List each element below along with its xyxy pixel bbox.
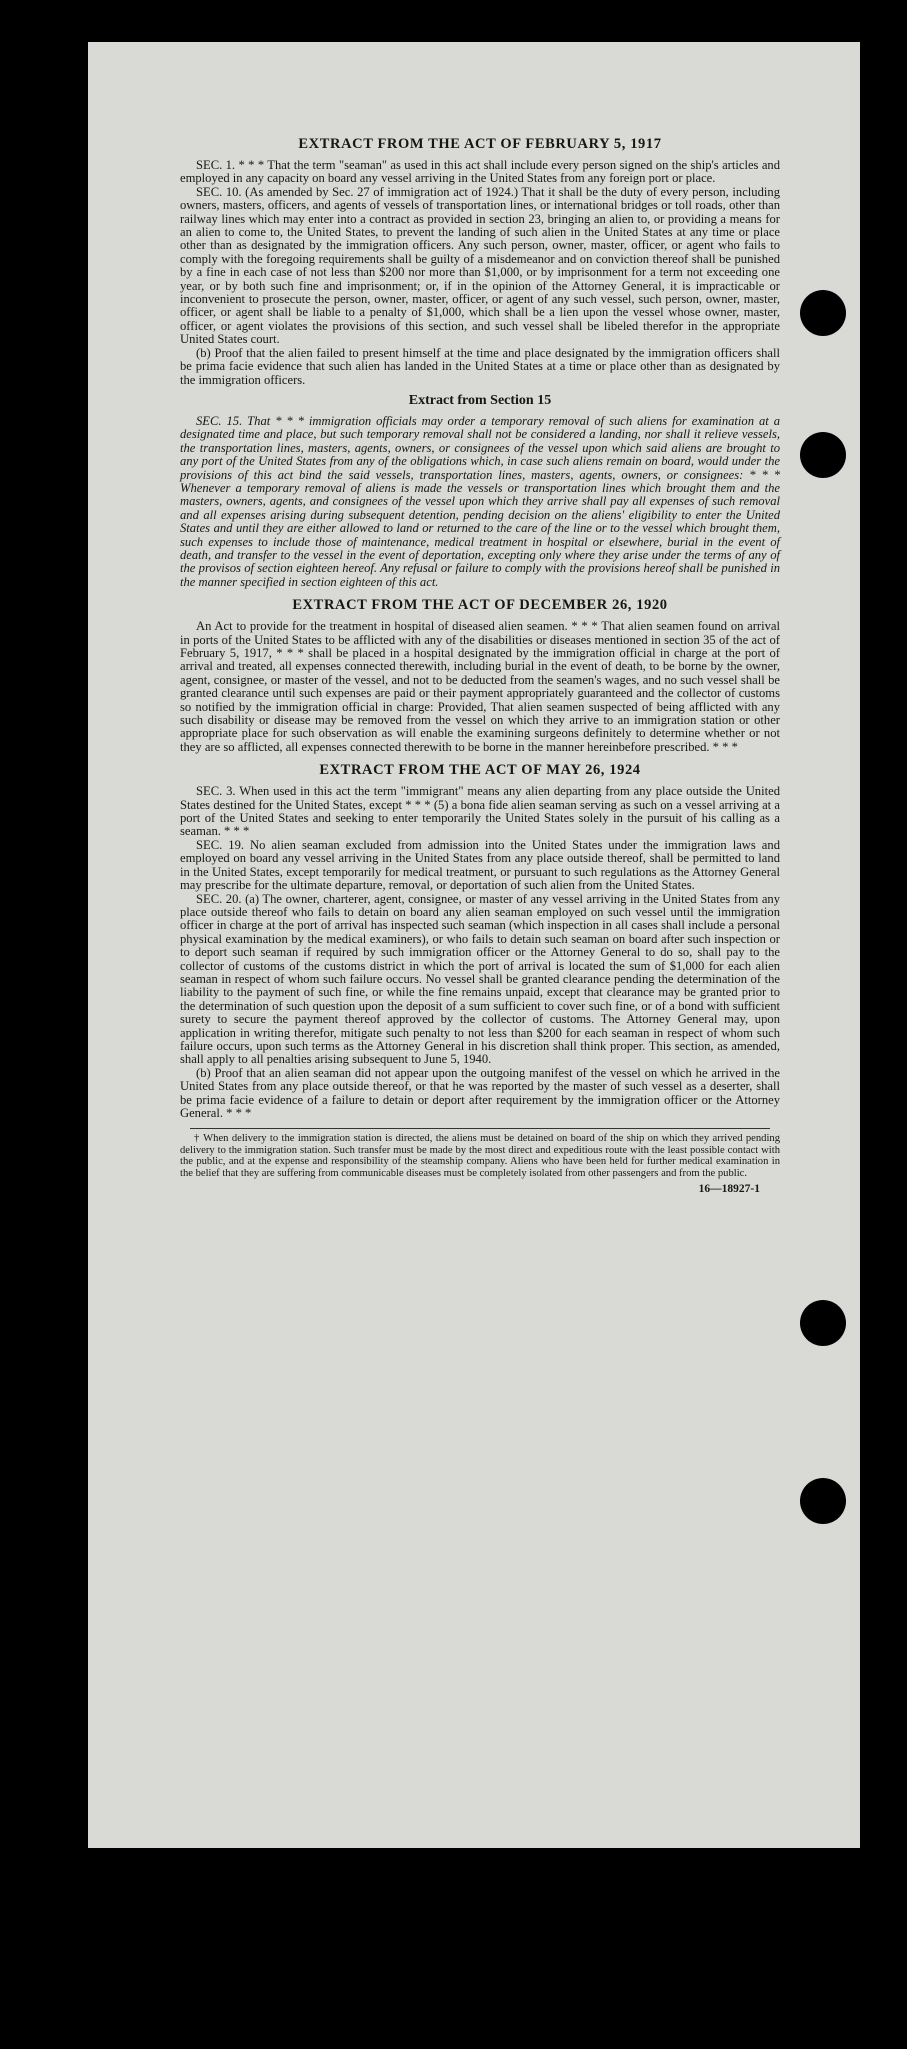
- paragraph: SEC. 3. When used in this act the term "immigrant" means any alien departing from any place outside the United States destined for the United States, except * * * (5) a bona fide alien seaman serving as such on a vessel arriving at a port of the United States and seeking to enter temporarily the United States solely in the pursuit of his calling as a seaman. * * *: [180, 784, 780, 839]
- section-heading: EXTRACT FROM THE ACT OF MAY 26, 1924: [319, 762, 641, 779]
- section-act-1924: [180, 762, 780, 1120]
- footnote-text: † When delivery to the immigration station is directed, the aliens must be detained on board of the ship on which they arrived pending delivery to the immigration station. Such transfer must be made by the most direct and expeditious route with the least possible contact with the public, and at the expense and responsibility of the steamship company. Aliens who have been held for further medical examination in the belief that they are suffering from communicable diseases must be completely isolated from other passengers and from the public.: [180, 1133, 780, 1179]
- form-number: 16—18927-1: [698, 1183, 760, 1196]
- paragraph: SEC. 15. That * * * immigration officials may order a temporary removal of such aliens for examination at a designated time and place, but such temporary removal shall not be considered a landing, nor shall it relieve vessels, the transportation lines, masters, agents, owners, or consignees of the vessel upon which said aliens are brought to any port of the United States from any of the obligations which, in case such aliens remain on board, would under the provisions of this act bind the said vessels, transportation lines, masters, agents, owners, or consignees: * * * Whenever a temporary removal of aliens is made the vessels or transportation lines which brought them and the masters, owners, agents, and consignees of the vessel upon which they arrive shall pay all expenses of such removal and all expenses arising during subsequent detention, pending decision on the aliens' eligibility to enter the United States and until they are either allowed to land or returned to the care of the line or to the vessel which brought them, such expenses to include those of maintenance, medical treatment in hospital or elsewhere, burial in the event of death, and transfer to the vessel in the event of deportation, excepting only where they arise under the terms of any of the provisos of section eighteen hereof. Any refusal or failure to comply with the provisions hereof shall be punished in the manner specified in section eighteen of this act.: [180, 413, 780, 589]
- footnote: [180, 1133, 780, 1179]
- section-heading: EXTRACT FROM THE ACT OF DECEMBER 26, 1920: [292, 597, 668, 614]
- punch-hole: [800, 1478, 846, 1524]
- section-heading: Extract from Section 15: [408, 392, 552, 408]
- punch-hole: [800, 432, 846, 478]
- paragraph: (b) Proof that the alien failed to present himself at the time and place designated by the immigration officers shall be prima facie evidence that such alien has landed in the United States at a time or place other than as designated by the immigration officers.: [180, 345, 780, 387]
- section-heading: EXTRACT FROM THE ACT OF FEBRUARY 5, 1917: [298, 136, 662, 152]
- punch-hole: [800, 1300, 846, 1346]
- document-page: [88, 42, 860, 1848]
- paragraph: (b) Proof that an alien seaman did not appear upon the outgoing manifest of the vessel on which he arrived in the United States from any place outside thereof, or that he was reported by the master of such vessel as a deserter, shall be prima facie evidence of a failure to detain or deport after requirement by the immigration officer or the Attorney General. * * *: [180, 1065, 780, 1120]
- paragraph: SEC. 10. (As amended by Sec. 27 of immigration act of 1924.) That it shall be the duty of every person, including owners, masters, officers, and agents of vessels of transportation lines, or international bridges or toll roads, other than railway lines which may enter into a contract as provided in section 23, bringing an alien to, or providing a means for an alien to come to, the United States, to prevent the landing of such alien in the United States at any time or place other than as designated by the immigration officers. Any such person, owner, master, officer, or agent who fails to comply with the foregoing requirements shall be guilty of a misdemeanor and on conviction thereof shall be punished by a fine in each case of not less than $200 nor more than $1,000, or by imprisonment for a term not exceeding one year, or by both such fine and imprisonment; or, if in the opinion of the Attorney General, it is impracticable or inconvenient to prosecute the person, owner, master, officer, or agent of any such vessel, such person, owner, master, officer, or agent shall be liable to a penalty of $1,000, which shall be a lien upon the vessel whose owner, master, officer, or agent violates the provisions of this section, and such vessel shall be libeled therefor in the appropriate United States court.: [180, 184, 780, 347]
- section-act-1920: [180, 597, 780, 754]
- paragraph: SEC. 1. * * * That the term "seaman" as used in this act shall include every person signed on the ship's articles and employed in any capacity on board any vessel arriving in the United States from any foreign port or place.: [180, 158, 780, 186]
- footnote-divider: [190, 1128, 770, 1129]
- punch-hole: [800, 290, 846, 336]
- paragraph: SEC. 20. (a) The owner, charterer, agent, consignee, or master of any vessel arriving in the United States from any place outside thereof who fails to detain on board any alien seaman employed on such vessel until the immigration officer in charge at the port of arrival has inspected such seaman (which inspection in all cases shall include a personal physical examination by the medical examiners), or who fails to detain such seaman on board after such inspection or to deport such seaman if required by such immigration officer or the Attorney General to do so, shall pay to the collector of customs of the customs district in which the port of arrival is located the sum of $1,000 for each alien seaman in respect of whom such failure occurs. No vessel shall be granted clearance pending the determination of the liability to the payment of such fine, or while the fine remains unpaid, except that clearance may be granted prior to the determination of such question upon the deposit of a sum sufficient to cover such fine, or of a bond with sufficient surety to secure the payment thereof approved by the collector of customs. The Attorney General may, upon application in writing therefor, mitigate such penalty to not less than $200 for each seaman in respect of whom such failure occurs, upon such terms as the Attorney General in his discretion shall think proper. This section, as amended, shall apply to all penalties arising subsequent to June 5, 1940.: [180, 891, 780, 1067]
- paragraph: An Act to provide for the treatment in hospital of diseased alien seamen. * * * That alien seamen found on arrival in ports of the United States to be afflicted with any of the disabilities or diseases mentioned in section 35 of the act of February 5, 1917, * * * shall be placed in a hospital designated by the immigration official in charge at the port of arrival and treated, all expenses connected therewith, including burial in the event of death, to be borne by the owner, agent, consignee, or master of the vessel, and not to be deducted from the seamen's wages, and no such vessel shall be granted clearance until such expenses are paid or their payment appropriately guaranteed and the collector of customs so notified by the immigration official in charge: Provided, That alien seamen suspected of being afflicted with any such disability or disease may be removed from the vessel on which they arrive to an immigration station or other appropriate place for such observation as will enable the examining surgeons definitely to determine whether or not they are so afflicted, all expenses connected therewith to be borne in the manner hereinbefore prescribed. * * *: [180, 619, 780, 754]
- section-15-extract: [180, 393, 780, 589]
- paragraph: SEC. 19. No alien seaman excluded from admission into the United States under the immigration laws and employed on board any vessel arriving in the United States from any place outside thereof, shall be permitted to land in the United States, except temporarily for medical treatment, or pursuant to such regulations as the Attorney General may prescribe for the ultimate departure, removal, or deportation of such alien from the United States.: [180, 837, 780, 893]
- section-act-1917: [180, 136, 780, 387]
